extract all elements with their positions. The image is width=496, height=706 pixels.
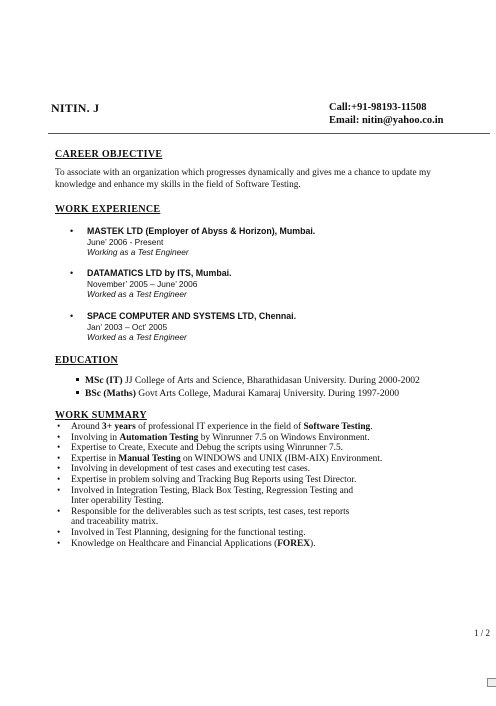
summary-text: Involving in [71, 432, 120, 443]
summary-text: ). [310, 538, 316, 549]
job-company: DATAMATICS LTD by ITS, Mumbai. [87, 268, 232, 278]
summary-bold: Automation Testing [119, 432, 199, 443]
job-role: Worked as a Test Engineer [87, 289, 187, 299]
summary-text: Inter operability Testing. [71, 496, 164, 507]
summary-bold: Manual Testing [118, 453, 181, 464]
job-company: MASTEK LTD (Employer of Abyss & Horizon), Mumbai. [87, 226, 316, 236]
job-role: Working as a Test Engineer [87, 247, 189, 257]
bullet-icon: • [57, 474, 61, 485]
summary-text: Expertise in problem solving and Tracking Bug Reports using Test Director. [71, 474, 357, 485]
summary-text: of professional IT experience in the field of [135, 422, 304, 432]
summary-bold: FOREX [277, 538, 310, 549]
education-detail: Govt Arts College, Madurai Kamaraj University. During 1997-2000 [135, 388, 400, 399]
summary-item [57, 433, 493, 444]
summary-text: Knowledge on Healthcare and Financial Applications ( [71, 538, 278, 549]
summary-bold: 3+ years [102, 422, 136, 432]
bullet-icon: • [70, 311, 74, 321]
work-summary-list [57, 422, 493, 549]
job-dates: Jan’ 2003 – Oct’ 2005 [87, 321, 168, 332]
career-objective-line: To associate with an organization which progresses dynamically and gives me a chance to update my [55, 168, 431, 178]
education-item [76, 375, 420, 387]
job-entry [72, 311, 296, 343]
contact-block [329, 101, 444, 127]
education-detail: JJ College of Arts and Science, Bharathidasan University. During 2000-2002 [122, 375, 420, 386]
summary-text: Expertise to Create, Execute and Debug the scripts using Winrunner 7.5. [71, 443, 344, 454]
summary-item [57, 464, 493, 475]
job-dates: November’ 2005 – June’ 2006 [87, 278, 198, 289]
summary-item [57, 507, 493, 528]
page-number: 1 / 2 [474, 628, 491, 638]
work-experience-heading: WORK EXPERIENCE [55, 204, 161, 215]
career-objective-line: knowledge and enhance my skills in the field of Software Testing. [55, 180, 301, 190]
resize-corner-icon[interactable] [487, 678, 496, 687]
education-item [76, 388, 399, 400]
job-entry [72, 268, 232, 300]
candidate-name: NITIN. J [51, 101, 100, 115]
bullet-icon: • [57, 485, 61, 496]
summary-item [57, 475, 493, 486]
header-divider [48, 133, 490, 134]
job-dates: June’ 2006 - Present [87, 236, 164, 247]
summary-text: Involved in Test Planning, designing for the functional testing. [71, 527, 306, 538]
education-heading: EDUCATION [55, 355, 119, 366]
career-objective-text [55, 167, 493, 191]
bullet-icon: • [70, 268, 74, 278]
summary-text: Involving in development of test cases and executing test cases. [71, 464, 310, 475]
phone-number: Call:+91-98193-11508 [329, 102, 427, 113]
square-bullet-icon [76, 391, 79, 394]
education-degree: MSc (IT) [85, 375, 123, 386]
job-role: Worked as a Test Engineer [87, 332, 187, 342]
bullet-icon: • [57, 538, 61, 549]
email-address: Email: nitin@yahoo.co.in [329, 115, 444, 126]
summary-item [57, 528, 493, 539]
bullet-icon: • [57, 432, 61, 443]
summary-item [57, 443, 493, 454]
summary-text: Around [71, 422, 102, 432]
summary-item [57, 539, 493, 550]
bullet-icon: • [57, 422, 61, 432]
bullet-icon: • [57, 443, 61, 454]
summary-text: and traceability matrix. [71, 517, 159, 528]
summary-text: by Winrunner 7.5 on Windows Environment. [198, 432, 370, 443]
bullet-icon: • [57, 464, 61, 475]
square-bullet-icon [76, 378, 79, 381]
bullet-icon: • [57, 453, 61, 464]
summary-text: Responsible for the deliverables such as test scripts, test cases, test reports [71, 506, 350, 517]
bullet-icon: • [57, 527, 61, 538]
job-entry [72, 226, 315, 258]
summary-text: on WINDOWS and UNIX (IBM-AIX) Environment. [180, 453, 383, 464]
summary-item [57, 454, 493, 465]
career-objective-heading: CAREER OBJECTIVE [55, 149, 163, 160]
summary-item [57, 486, 493, 507]
job-company: SPACE COMPUTER AND SYSTEMS LTD, Chennai. [87, 311, 297, 321]
summary-text: Expertise in [71, 453, 119, 464]
bullet-icon: • [70, 226, 74, 236]
summary-text: Involved in Integration Testing, Black Box Testing, Regression Testing and [71, 485, 354, 496]
summary-text: . [370, 422, 373, 432]
bullet-icon: • [57, 506, 61, 517]
work-summary-heading: WORK SUMMARY [55, 410, 147, 421]
education-degree: BSc (Maths) [85, 388, 136, 399]
summary-item [57, 422, 493, 433]
summary-bold: Software Testing [303, 422, 371, 432]
